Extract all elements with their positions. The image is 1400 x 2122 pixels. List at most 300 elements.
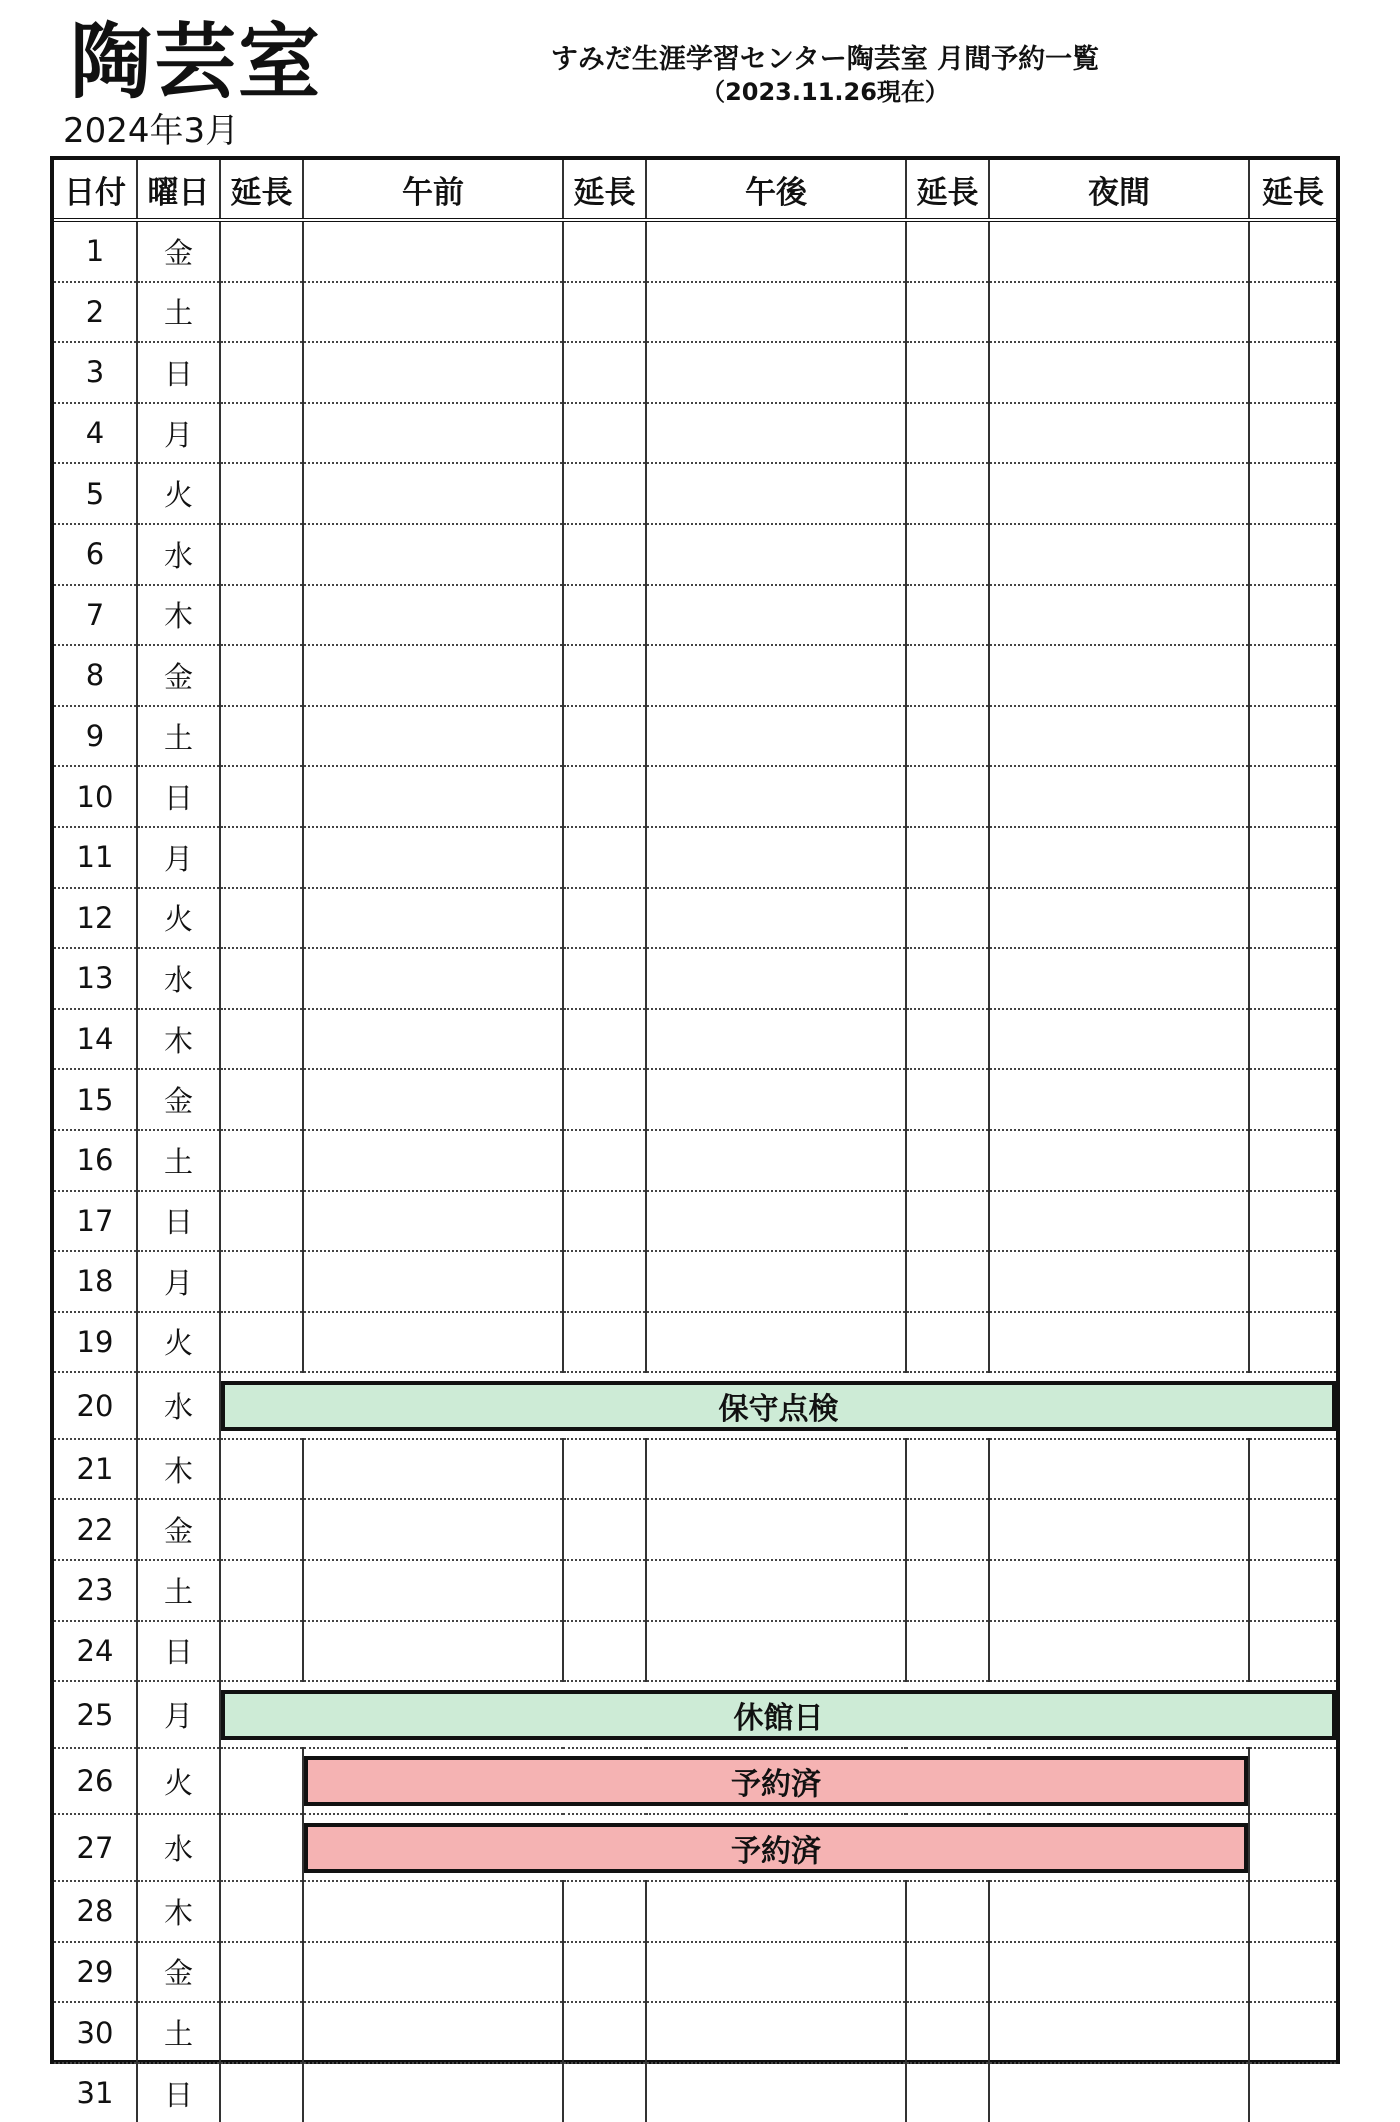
slot-cell-afternoon[interactable] (646, 524, 906, 585)
slot-cell-morning[interactable] (303, 403, 563, 464)
table-row (54, 1560, 1336, 1621)
slot-cell-afternoon[interactable] (646, 1191, 906, 1252)
slot-cell-evening[interactable] (989, 827, 1249, 888)
slot-cell-extension-2[interactable] (563, 1621, 646, 1682)
column-header-morning: 午前 (303, 160, 563, 220)
slot-cell-afternoon[interactable] (646, 766, 906, 827)
column-header-date: 日付 (54, 160, 137, 220)
slot-cell-extension-4[interactable] (1249, 1748, 1336, 1815)
slot-cell-afternoon[interactable] (646, 1881, 906, 1942)
status-band: 休館日 (221, 1690, 1336, 1740)
slot-cell-morning[interactable] (303, 1312, 563, 1373)
status-band: 予約済 (304, 1756, 1248, 1806)
slot-cell-extension-2[interactable] (563, 948, 646, 1009)
slot-cell-extension-2[interactable] (563, 1312, 646, 1373)
slot-cell-extension-3[interactable] (906, 948, 989, 1009)
reservation-table (54, 160, 1336, 2122)
status-band-cell (220, 1372, 1336, 1439)
date-cell: 9 (54, 706, 137, 767)
slot-cell-extension-1[interactable] (220, 403, 303, 464)
weekday-cell: 日 (137, 342, 220, 403)
slot-cell-extension-1[interactable] (220, 766, 303, 827)
slot-cell-evening[interactable] (989, 1191, 1249, 1252)
month-label: 2024年3月 (63, 111, 240, 151)
status-band-cell (303, 1748, 1249, 1815)
slot-cell-extension-2[interactable] (563, 282, 646, 343)
table-row (54, 342, 1336, 403)
slot-cell-afternoon[interactable] (646, 1130, 906, 1191)
table-row (54, 1439, 1336, 1500)
weekday-cell: 日 (137, 1191, 220, 1252)
slot-cell-extension-3[interactable] (906, 403, 989, 464)
date-cell: 13 (54, 948, 137, 1009)
table-row (54, 1748, 1336, 1815)
slot-cell-extension-1[interactable] (220, 220, 303, 282)
slot-cell-extension-3[interactable] (906, 1130, 989, 1191)
slot-cell-extension-1[interactable] (220, 2002, 303, 2063)
slot-cell-extension-3[interactable] (906, 1560, 989, 1621)
weekday-cell: 金 (137, 1499, 220, 1560)
table-row (54, 948, 1336, 1009)
weekday-cell: 水 (137, 948, 220, 1009)
slot-cell-afternoon[interactable] (646, 2002, 906, 2063)
slot-cell-evening[interactable] (989, 1499, 1249, 1560)
slot-cell-evening[interactable] (989, 1130, 1249, 1191)
slot-cell-extension-2[interactable] (563, 2002, 646, 2063)
slot-cell-extension-4[interactable] (1249, 2002, 1336, 2063)
slot-cell-extension-1[interactable] (220, 1130, 303, 1191)
slot-cell-extension-2[interactable] (563, 1499, 646, 1560)
slot-cell-evening[interactable] (989, 2063, 1249, 2122)
slot-cell-extension-3[interactable] (906, 1069, 989, 1130)
slot-cell-extension-3[interactable] (906, 342, 989, 403)
table-row (54, 282, 1336, 343)
slot-cell-extension-1[interactable] (220, 948, 303, 1009)
slot-cell-extension-3[interactable] (906, 1009, 989, 1070)
date-cell: 15 (54, 1069, 137, 1130)
weekday-cell: 金 (137, 1069, 220, 1130)
table-row (54, 645, 1336, 706)
status-band: 保守点検 (221, 1381, 1336, 1431)
table-row (54, 888, 1336, 949)
slot-cell-evening[interactable] (989, 766, 1249, 827)
slot-cell-extension-1[interactable] (220, 1621, 303, 1682)
slot-cell-extension-1[interactable] (220, 1942, 303, 2003)
slot-cell-extension-2[interactable] (563, 766, 646, 827)
slot-cell-evening[interactable] (989, 524, 1249, 585)
slot-cell-extension-3[interactable] (906, 2002, 989, 2063)
slot-cell-extension-4[interactable] (1249, 282, 1336, 343)
slot-cell-extension-4[interactable] (1249, 1439, 1336, 1500)
slot-cell-extension-3[interactable] (906, 1499, 989, 1560)
slot-cell-extension-3[interactable] (906, 282, 989, 343)
slot-cell-extension-1[interactable] (220, 1439, 303, 1500)
column-header-extension-1: 延長 (220, 160, 303, 220)
slot-cell-morning[interactable] (303, 1009, 563, 1070)
slot-cell-evening[interactable] (989, 1251, 1249, 1312)
slot-cell-extension-3[interactable] (906, 645, 989, 706)
table-row (54, 1881, 1336, 1942)
slot-cell-extension-2[interactable] (563, 1560, 646, 1621)
slot-cell-extension-2[interactable] (563, 2063, 646, 2122)
status-band-cell (220, 1681, 1336, 1748)
slot-cell-extension-1[interactable] (220, 1499, 303, 1560)
slot-cell-evening[interactable] (989, 220, 1249, 282)
slot-cell-morning[interactable] (303, 766, 563, 827)
table-row (54, 1312, 1336, 1373)
slot-cell-extension-1[interactable] (220, 645, 303, 706)
table-row (54, 706, 1336, 767)
slot-cell-extension-3[interactable] (906, 220, 989, 282)
slot-cell-evening[interactable] (989, 342, 1249, 403)
table-row (54, 1251, 1336, 1312)
column-header-afternoon: 午後 (646, 160, 906, 220)
weekday-cell: 水 (137, 524, 220, 585)
status-band: 予約済 (304, 1823, 1248, 1873)
slot-cell-extension-1[interactable] (220, 342, 303, 403)
table-row (54, 1942, 1336, 2003)
slot-cell-morning[interactable] (303, 948, 563, 1009)
column-header-extension-4: 延長 (1249, 160, 1336, 220)
slot-cell-evening[interactable] (989, 1881, 1249, 1942)
slot-cell-evening[interactable] (989, 1439, 1249, 1500)
weekday-cell: 土 (137, 2002, 220, 2063)
slot-cell-extension-4[interactable] (1249, 645, 1336, 706)
table-row (54, 2063, 1336, 2122)
slot-cell-morning[interactable] (303, 2002, 563, 2063)
slot-cell-morning[interactable] (303, 827, 563, 888)
table-row (54, 1621, 1336, 1682)
slot-cell-extension-3[interactable] (906, 1312, 989, 1373)
slot-cell-extension-2[interactable] (563, 220, 646, 282)
slot-cell-evening[interactable] (989, 706, 1249, 767)
date-cell: 19 (54, 1312, 137, 1373)
slot-cell-morning[interactable] (303, 463, 563, 524)
date-cell: 3 (54, 342, 137, 403)
slot-cell-afternoon[interactable] (646, 1312, 906, 1373)
slot-cell-extension-2[interactable] (563, 342, 646, 403)
table-row (54, 1372, 1336, 1439)
slot-cell-extension-1[interactable] (220, 1251, 303, 1312)
slot-cell-morning[interactable] (303, 1439, 563, 1500)
slot-cell-extension-4[interactable] (1249, 1560, 1336, 1621)
date-cell: 25 (54, 1681, 137, 1748)
table-row (54, 1814, 1336, 1881)
slot-cell-evening[interactable] (989, 1312, 1249, 1373)
weekday-cell: 土 (137, 1560, 220, 1621)
weekday-cell: 月 (137, 403, 220, 464)
slot-cell-extension-3[interactable] (906, 1251, 989, 1312)
slot-cell-extension-4[interactable] (1249, 585, 1336, 646)
slot-cell-extension-4[interactable] (1249, 403, 1336, 464)
slot-cell-extension-3[interactable] (906, 1621, 989, 1682)
slot-cell-extension-3[interactable] (906, 2063, 989, 2122)
slot-cell-extension-1[interactable] (220, 463, 303, 524)
weekday-cell: 日 (137, 766, 220, 827)
slot-cell-afternoon[interactable] (646, 463, 906, 524)
slot-cell-evening[interactable] (989, 585, 1249, 646)
slot-cell-extension-1[interactable] (220, 1191, 303, 1252)
column-header-weekday: 曜日 (137, 160, 220, 220)
slot-cell-extension-2[interactable] (563, 1439, 646, 1500)
date-cell: 23 (54, 1560, 137, 1621)
slot-cell-extension-2[interactable] (563, 1881, 646, 1942)
slot-cell-evening[interactable] (989, 1560, 1249, 1621)
slot-cell-morning[interactable] (303, 1130, 563, 1191)
date-cell: 18 (54, 1251, 137, 1312)
table-row (54, 524, 1336, 585)
slot-cell-extension-4[interactable] (1249, 1251, 1336, 1312)
slot-cell-extension-1[interactable] (220, 524, 303, 585)
slot-cell-extension-2[interactable] (563, 524, 646, 585)
weekday-cell: 日 (137, 1621, 220, 1682)
slot-cell-extension-1[interactable] (220, 1009, 303, 1070)
weekday-cell: 月 (137, 1251, 220, 1312)
slot-cell-extension-4[interactable] (1249, 1881, 1336, 1942)
slot-cell-extension-2[interactable] (563, 1009, 646, 1070)
date-cell: 30 (54, 2002, 137, 2063)
table-row (54, 1191, 1336, 1252)
weekday-cell: 月 (137, 1681, 220, 1748)
date-cell: 26 (54, 1748, 137, 1815)
schedule-body (54, 220, 1336, 2122)
table-row (54, 1130, 1336, 1191)
slot-cell-afternoon[interactable] (646, 2063, 906, 2122)
slot-cell-extension-4[interactable] (1249, 524, 1336, 585)
slot-cell-extension-4[interactable] (1249, 1312, 1336, 1373)
date-cell: 5 (54, 463, 137, 524)
slot-cell-extension-3[interactable] (906, 827, 989, 888)
slot-cell-morning[interactable] (303, 645, 563, 706)
column-header-extension-2: 延長 (563, 160, 646, 220)
slot-cell-extension-2[interactable] (563, 463, 646, 524)
slot-cell-morning[interactable] (303, 1069, 563, 1130)
weekday-cell: 土 (137, 1130, 220, 1191)
slot-cell-morning[interactable] (303, 585, 563, 646)
slot-cell-extension-4[interactable] (1249, 766, 1336, 827)
slot-cell-morning[interactable] (303, 282, 563, 343)
slot-cell-extension-2[interactable] (563, 1251, 646, 1312)
weekday-cell: 火 (137, 1748, 220, 1815)
table-row (54, 1009, 1336, 1070)
slot-cell-morning[interactable] (303, 1881, 563, 1942)
slot-cell-extension-1[interactable] (220, 827, 303, 888)
slot-cell-afternoon[interactable] (646, 282, 906, 343)
slot-cell-evening[interactable] (989, 2002, 1249, 2063)
weekday-cell: 金 (137, 1942, 220, 2003)
slot-cell-afternoon[interactable] (646, 1439, 906, 1500)
slot-cell-extension-1[interactable] (220, 888, 303, 949)
slot-cell-extension-1[interactable] (220, 282, 303, 343)
slot-cell-extension-3[interactable] (906, 1439, 989, 1500)
slot-cell-morning[interactable] (303, 1560, 563, 1621)
date-cell: 11 (54, 827, 137, 888)
slot-cell-morning[interactable] (303, 1499, 563, 1560)
table-row (54, 1499, 1336, 1560)
date-cell: 1 (54, 220, 137, 282)
slot-cell-extension-4[interactable] (1249, 1621, 1336, 1682)
slot-cell-extension-4[interactable] (1249, 342, 1336, 403)
slot-cell-morning[interactable] (303, 706, 563, 767)
slot-cell-afternoon[interactable] (646, 1621, 906, 1682)
weekday-cell: 水 (137, 1372, 220, 1439)
weekday-cell: 木 (137, 585, 220, 646)
weekday-cell: 日 (137, 2063, 220, 2122)
slot-cell-extension-4[interactable] (1249, 1814, 1336, 1881)
slot-cell-extension-3[interactable] (906, 1942, 989, 2003)
slot-cell-extension-4[interactable] (1249, 948, 1336, 1009)
slot-cell-extension-2[interactable] (563, 827, 646, 888)
slot-cell-morning[interactable] (303, 220, 563, 282)
slot-cell-afternoon[interactable] (646, 1069, 906, 1130)
slot-cell-extension-4[interactable] (1249, 1130, 1336, 1191)
slot-cell-morning[interactable] (303, 1191, 563, 1252)
slot-cell-morning[interactable] (303, 1251, 563, 1312)
slot-cell-extension-3[interactable] (906, 888, 989, 949)
slot-cell-afternoon[interactable] (646, 585, 906, 646)
slot-cell-extension-3[interactable] (906, 585, 989, 646)
slot-cell-extension-1[interactable] (220, 585, 303, 646)
slot-cell-extension-1[interactable] (220, 1560, 303, 1621)
slot-cell-extension-2[interactable] (563, 1069, 646, 1130)
slot-cell-extension-2[interactable] (563, 1130, 646, 1191)
slot-cell-extension-2[interactable] (563, 645, 646, 706)
slot-cell-evening[interactable] (989, 1069, 1249, 1130)
weekday-cell: 金 (137, 645, 220, 706)
weekday-cell: 木 (137, 1009, 220, 1070)
slot-cell-extension-2[interactable] (563, 1191, 646, 1252)
table-row (54, 766, 1336, 827)
slot-cell-extension-4[interactable] (1249, 220, 1336, 282)
slot-cell-morning[interactable] (303, 524, 563, 585)
weekday-cell: 月 (137, 827, 220, 888)
slot-cell-extension-2[interactable] (563, 1942, 646, 2003)
slot-cell-evening[interactable] (989, 888, 1249, 949)
slot-cell-extension-1[interactable] (220, 1748, 303, 1815)
date-cell: 20 (54, 1372, 137, 1439)
date-cell: 10 (54, 766, 137, 827)
table-row (54, 827, 1336, 888)
slot-cell-extension-4[interactable] (1249, 2063, 1336, 2122)
weekday-cell: 金 (137, 220, 220, 282)
slot-cell-evening[interactable] (989, 463, 1249, 524)
slot-cell-extension-2[interactable] (563, 585, 646, 646)
slot-cell-afternoon[interactable] (646, 827, 906, 888)
slot-cell-extension-4[interactable] (1249, 1191, 1336, 1252)
slot-cell-extension-3[interactable] (906, 1191, 989, 1252)
slot-cell-extension-4[interactable] (1249, 888, 1336, 949)
date-cell: 2 (54, 282, 137, 343)
date-cell: 14 (54, 1009, 137, 1070)
slot-cell-extension-4[interactable] (1249, 706, 1336, 767)
reservation-sheet (50, 156, 1340, 2112)
slot-cell-afternoon[interactable] (646, 948, 906, 1009)
weekday-cell: 土 (137, 706, 220, 767)
slot-cell-extension-1[interactable] (220, 1312, 303, 1373)
slot-cell-afternoon[interactable] (646, 1560, 906, 1621)
slot-cell-extension-4[interactable] (1249, 1499, 1336, 1560)
slot-cell-morning[interactable] (303, 1942, 563, 2003)
slot-cell-afternoon[interactable] (646, 888, 906, 949)
slot-cell-extension-3[interactable] (906, 524, 989, 585)
slot-cell-extension-4[interactable] (1249, 1069, 1336, 1130)
slot-cell-afternoon[interactable] (646, 1942, 906, 2003)
slot-cell-extension-4[interactable] (1249, 827, 1336, 888)
slot-cell-evening[interactable] (989, 1942, 1249, 2003)
table-row (54, 1069, 1336, 1130)
slot-cell-morning[interactable] (303, 888, 563, 949)
slot-cell-extension-1[interactable] (220, 1814, 303, 1881)
slot-cell-evening[interactable] (989, 1009, 1249, 1070)
slot-cell-evening[interactable] (989, 1621, 1249, 1682)
header-row (54, 160, 1336, 220)
table-row (54, 403, 1336, 464)
slot-cell-afternoon[interactable] (646, 342, 906, 403)
date-cell: 17 (54, 1191, 137, 1252)
weekday-cell: 火 (137, 463, 220, 524)
document-subtitle: （2023.11.26現在） (701, 78, 949, 106)
slot-cell-extension-4[interactable] (1249, 463, 1336, 524)
weekday-cell: 火 (137, 1312, 220, 1373)
slot-cell-morning[interactable] (303, 1621, 563, 1682)
status-band-cell (303, 1814, 1249, 1881)
date-cell: 16 (54, 1130, 137, 1191)
slot-cell-extension-3[interactable] (906, 463, 989, 524)
date-cell: 7 (54, 585, 137, 646)
slot-cell-afternoon[interactable] (646, 1499, 906, 1560)
slot-cell-evening[interactable] (989, 282, 1249, 343)
slot-cell-afternoon[interactable] (646, 1009, 906, 1070)
table-row (54, 463, 1336, 524)
slot-cell-extension-1[interactable] (220, 2063, 303, 2122)
slot-cell-morning[interactable] (303, 342, 563, 403)
slot-cell-afternoon[interactable] (646, 706, 906, 767)
column-header-extension-3: 延長 (906, 160, 989, 220)
column-header-evening: 夜間 (989, 160, 1249, 220)
slot-cell-extension-1[interactable] (220, 706, 303, 767)
date-cell: 24 (54, 1621, 137, 1682)
date-cell: 28 (54, 1881, 137, 1942)
date-cell: 12 (54, 888, 137, 949)
slot-cell-extension-1[interactable] (220, 1881, 303, 1942)
slot-cell-afternoon[interactable] (646, 645, 906, 706)
slot-cell-evening[interactable] (989, 403, 1249, 464)
slot-cell-afternoon[interactable] (646, 220, 906, 282)
slot-cell-extension-4[interactable] (1249, 1942, 1336, 2003)
slot-cell-extension-2[interactable] (563, 888, 646, 949)
weekday-cell: 木 (137, 1881, 220, 1942)
weekday-cell: 木 (137, 1439, 220, 1500)
slot-cell-morning[interactable] (303, 2063, 563, 2122)
weekday-cell: 土 (137, 282, 220, 343)
slot-cell-extension-2[interactable] (563, 706, 646, 767)
room-title: 陶芸室 (70, 15, 323, 110)
slot-cell-afternoon[interactable] (646, 1251, 906, 1312)
date-cell: 8 (54, 645, 137, 706)
slot-cell-extension-3[interactable] (906, 766, 989, 827)
slot-cell-extension-3[interactable] (906, 706, 989, 767)
slot-cell-extension-2[interactable] (563, 403, 646, 464)
slot-cell-afternoon[interactable] (646, 403, 906, 464)
slot-cell-evening[interactable] (989, 948, 1249, 1009)
table-row (54, 1681, 1336, 1748)
slot-cell-evening[interactable] (989, 645, 1249, 706)
date-cell: 27 (54, 1814, 137, 1881)
slot-cell-extension-3[interactable] (906, 1881, 989, 1942)
weekday-cell: 火 (137, 888, 220, 949)
slot-cell-extension-4[interactable] (1249, 1009, 1336, 1070)
slot-cell-extension-1[interactable] (220, 1069, 303, 1130)
